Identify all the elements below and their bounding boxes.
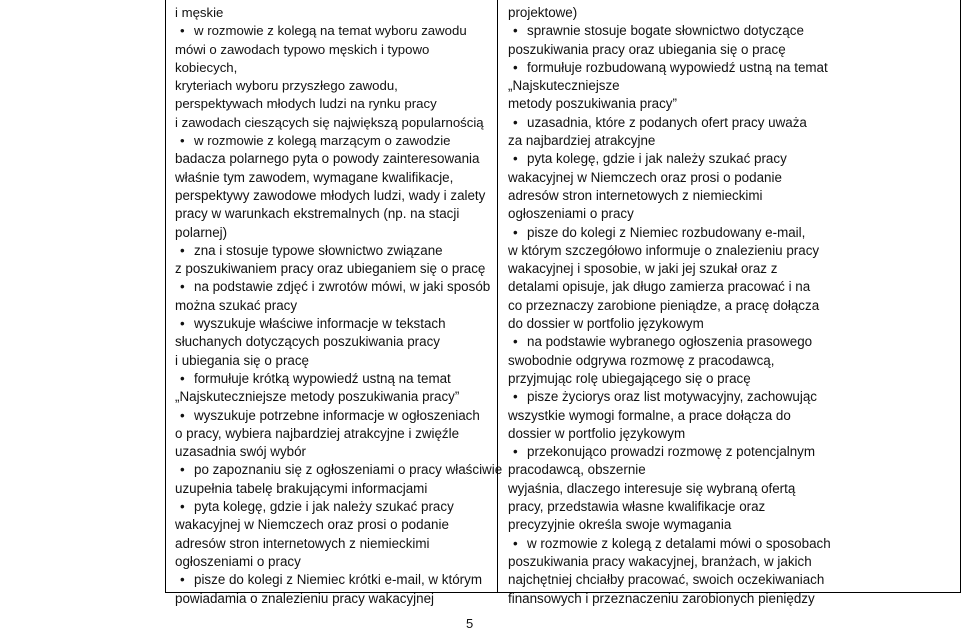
text-line: do dossier w portfolio językowym <box>508 316 704 332</box>
text-line: detalami opisuje, jak długo zamierza pracować i na <box>508 279 811 295</box>
text-line: kryteriach wyboru przyszłego zawodu, <box>175 78 398 94</box>
text-line: mówi o zawodach typowo męskich i typowo <box>175 41 430 57</box>
text-line: precyzyjnie określa swoje wymagania <box>508 517 732 533</box>
text-line: pracodawcą, obszernie <box>508 462 646 478</box>
text-line: przyjmując rolę ubiegającego się o pracę <box>508 370 751 386</box>
bullet-item-line: • wyszukuje właściwe informacje w tekstach <box>175 315 497 333</box>
text-line: wszystkie wymogi formalne, a prace dołącza do <box>508 407 791 423</box>
bullet-item-line: • pisze do kolegi z Niemiec rozbudowany e-mail, <box>508 224 960 242</box>
text-line: perspektywy zawodowe młodych ludzi, wady i zalety <box>175 187 486 203</box>
text-line: ogłoszeniami o pracy <box>175 553 301 569</box>
text-line: i męskie <box>175 5 224 20</box>
text-line: wakacyjnej i sposobie, w jaki jej szukał oraz z <box>508 261 778 277</box>
text-line: adresów stron internetowych z niemieckimi <box>175 535 430 551</box>
bullet-item-line: • w rozmowie z kolegą marzącym o zawodzie <box>175 132 497 150</box>
text-line: za najbardziej atrakcyjne <box>508 133 656 149</box>
text-line: projektowe) <box>508 5 578 20</box>
text-line: w którym szczegółowo informuje o znalezieniu pracy <box>508 242 820 258</box>
bullet-item-line: • sprawnie stosuje bogate słownictwo dotyczące <box>508 22 960 40</box>
bullet-item-line: • zna i stosuje typowe słownictwo związane <box>175 242 497 260</box>
text-line: poszukiwania pracy wakacyjnej, branżach, w jakich <box>508 553 812 569</box>
criteria-table <box>165 0 961 606</box>
text-line: poszukiwania pracy oraz ubiegania się o pracę <box>508 41 786 57</box>
bullet-item-line: • formułuje krótką wypowiedź ustną na temat <box>175 370 497 388</box>
text-line: „Najskuteczniejsze metody poszukiwania pracy” <box>175 389 460 405</box>
text-line: można szukać pracy <box>175 297 298 313</box>
text-line: co przeznaczy zarobione pieniądze, a pracę dołącza <box>508 297 820 313</box>
text-line: ogłoszeniami o pracy <box>508 206 634 222</box>
bullet-item-line: • wyszukuje potrzebne informacje w ogłoszeniach <box>175 407 497 425</box>
bullet-item-line: • pisze życiorys oraz list motywacyjny, zachowując <box>508 388 960 406</box>
text-line: pracy, przedstawia własne kwalifikacje oraz <box>508 499 766 515</box>
text-line: i zawodach cieszących się największą popularnością <box>175 114 484 130</box>
text-line: powiadamia o znalezieniu pracy wakacyjnej <box>175 590 435 606</box>
text-line: adresów stron internetowych z niemieckimi <box>508 187 763 203</box>
bullet-item-line: • w rozmowie z kolegą na temat wyboru zawodu <box>175 22 497 40</box>
bullet-item-line: • na podstawie zdjęć i zwrotów mówi, w jaki sposób <box>175 278 497 296</box>
text-line: perspektywach młodych ludzi na rynku pracy <box>175 96 437 112</box>
bullet-item-line: • pyta kolegę, gdzie i jak należy szukać pracy <box>175 498 497 516</box>
text-line: wakacyjnej w Niemczech oraz prosi o podanie <box>508 169 782 185</box>
text-line: pracy w warunkach ekstremalnych (np. na stacji <box>175 206 460 222</box>
text-line: badacza polarnego pyta o powody zainteresowania <box>175 151 480 167</box>
bullet-item-line: • w rozmowie z kolegą z detalami mówi o sposobach <box>508 535 960 553</box>
bullet-item-line: • uzasadnia, które z podanych ofert pracy uważa <box>508 114 960 132</box>
text-line: najchętniej chciałby pracować, swoich oczekiwaniach <box>508 572 825 588</box>
text-line: „Najskuteczniejsze <box>508 78 620 94</box>
bullet-item-line: • przekonująco prowadzi rozmowę z potencjalnym <box>508 443 960 461</box>
text-line: właśnie tym zawodem, wymagane kwalifikacje, <box>175 169 454 185</box>
text-line: kobiecych, <box>175 59 238 75</box>
text-line: i ubiegania się o pracę <box>175 352 309 368</box>
text-line: wyjaśnia, dlaczego interesuje się wybraną ofertą <box>508 480 796 496</box>
left-column <box>166 0 503 606</box>
page-number: 5 <box>466 616 474 631</box>
text-line: swobodnie odgrywa rozmowę z pracodawcą, <box>508 352 775 368</box>
bullet-item-line: • po zapoznaniu się z ogłoszeniami o pracy właściwie <box>175 461 497 479</box>
bullet-item-line: • formułuje rozbudowaną wypowiedź ustną na temat <box>508 59 960 77</box>
bullet-item-line: • pisze do kolegi z Niemiec krótki e-mail, w którym <box>175 571 497 589</box>
text-line: metody poszukiwania pracy” <box>508 96 677 112</box>
text-line: wakacyjnej w Niemczech oraz prosi o podanie <box>175 517 449 533</box>
text-line: finansowych i przeznaczeniu zarobionych pieniędzy <box>508 590 815 606</box>
text-line: polarnej) <box>175 224 228 240</box>
text-line: uzupełnia tabelę brakującymi informacjami <box>175 480 428 496</box>
text-line: o pracy, wybiera najbardziej atrakcyjne i zwięźle <box>175 425 460 441</box>
text-line: z poszukiwaniem pracy oraz ubieganiem się o pracę <box>175 261 486 277</box>
text-line: dossier w portfolio językowym <box>508 425 686 441</box>
text-line: słuchanych dotyczących poszukiwania pracy <box>175 334 440 350</box>
right-column <box>497 0 960 606</box>
bullet-item-line: • na podstawie wybranego ogłoszenia prasowego <box>508 333 960 351</box>
bullet-item-line: • pyta kolegę, gdzie i jak należy szukać pracy <box>508 150 960 168</box>
text-line: uzasadnia swój wybór <box>175 444 306 460</box>
